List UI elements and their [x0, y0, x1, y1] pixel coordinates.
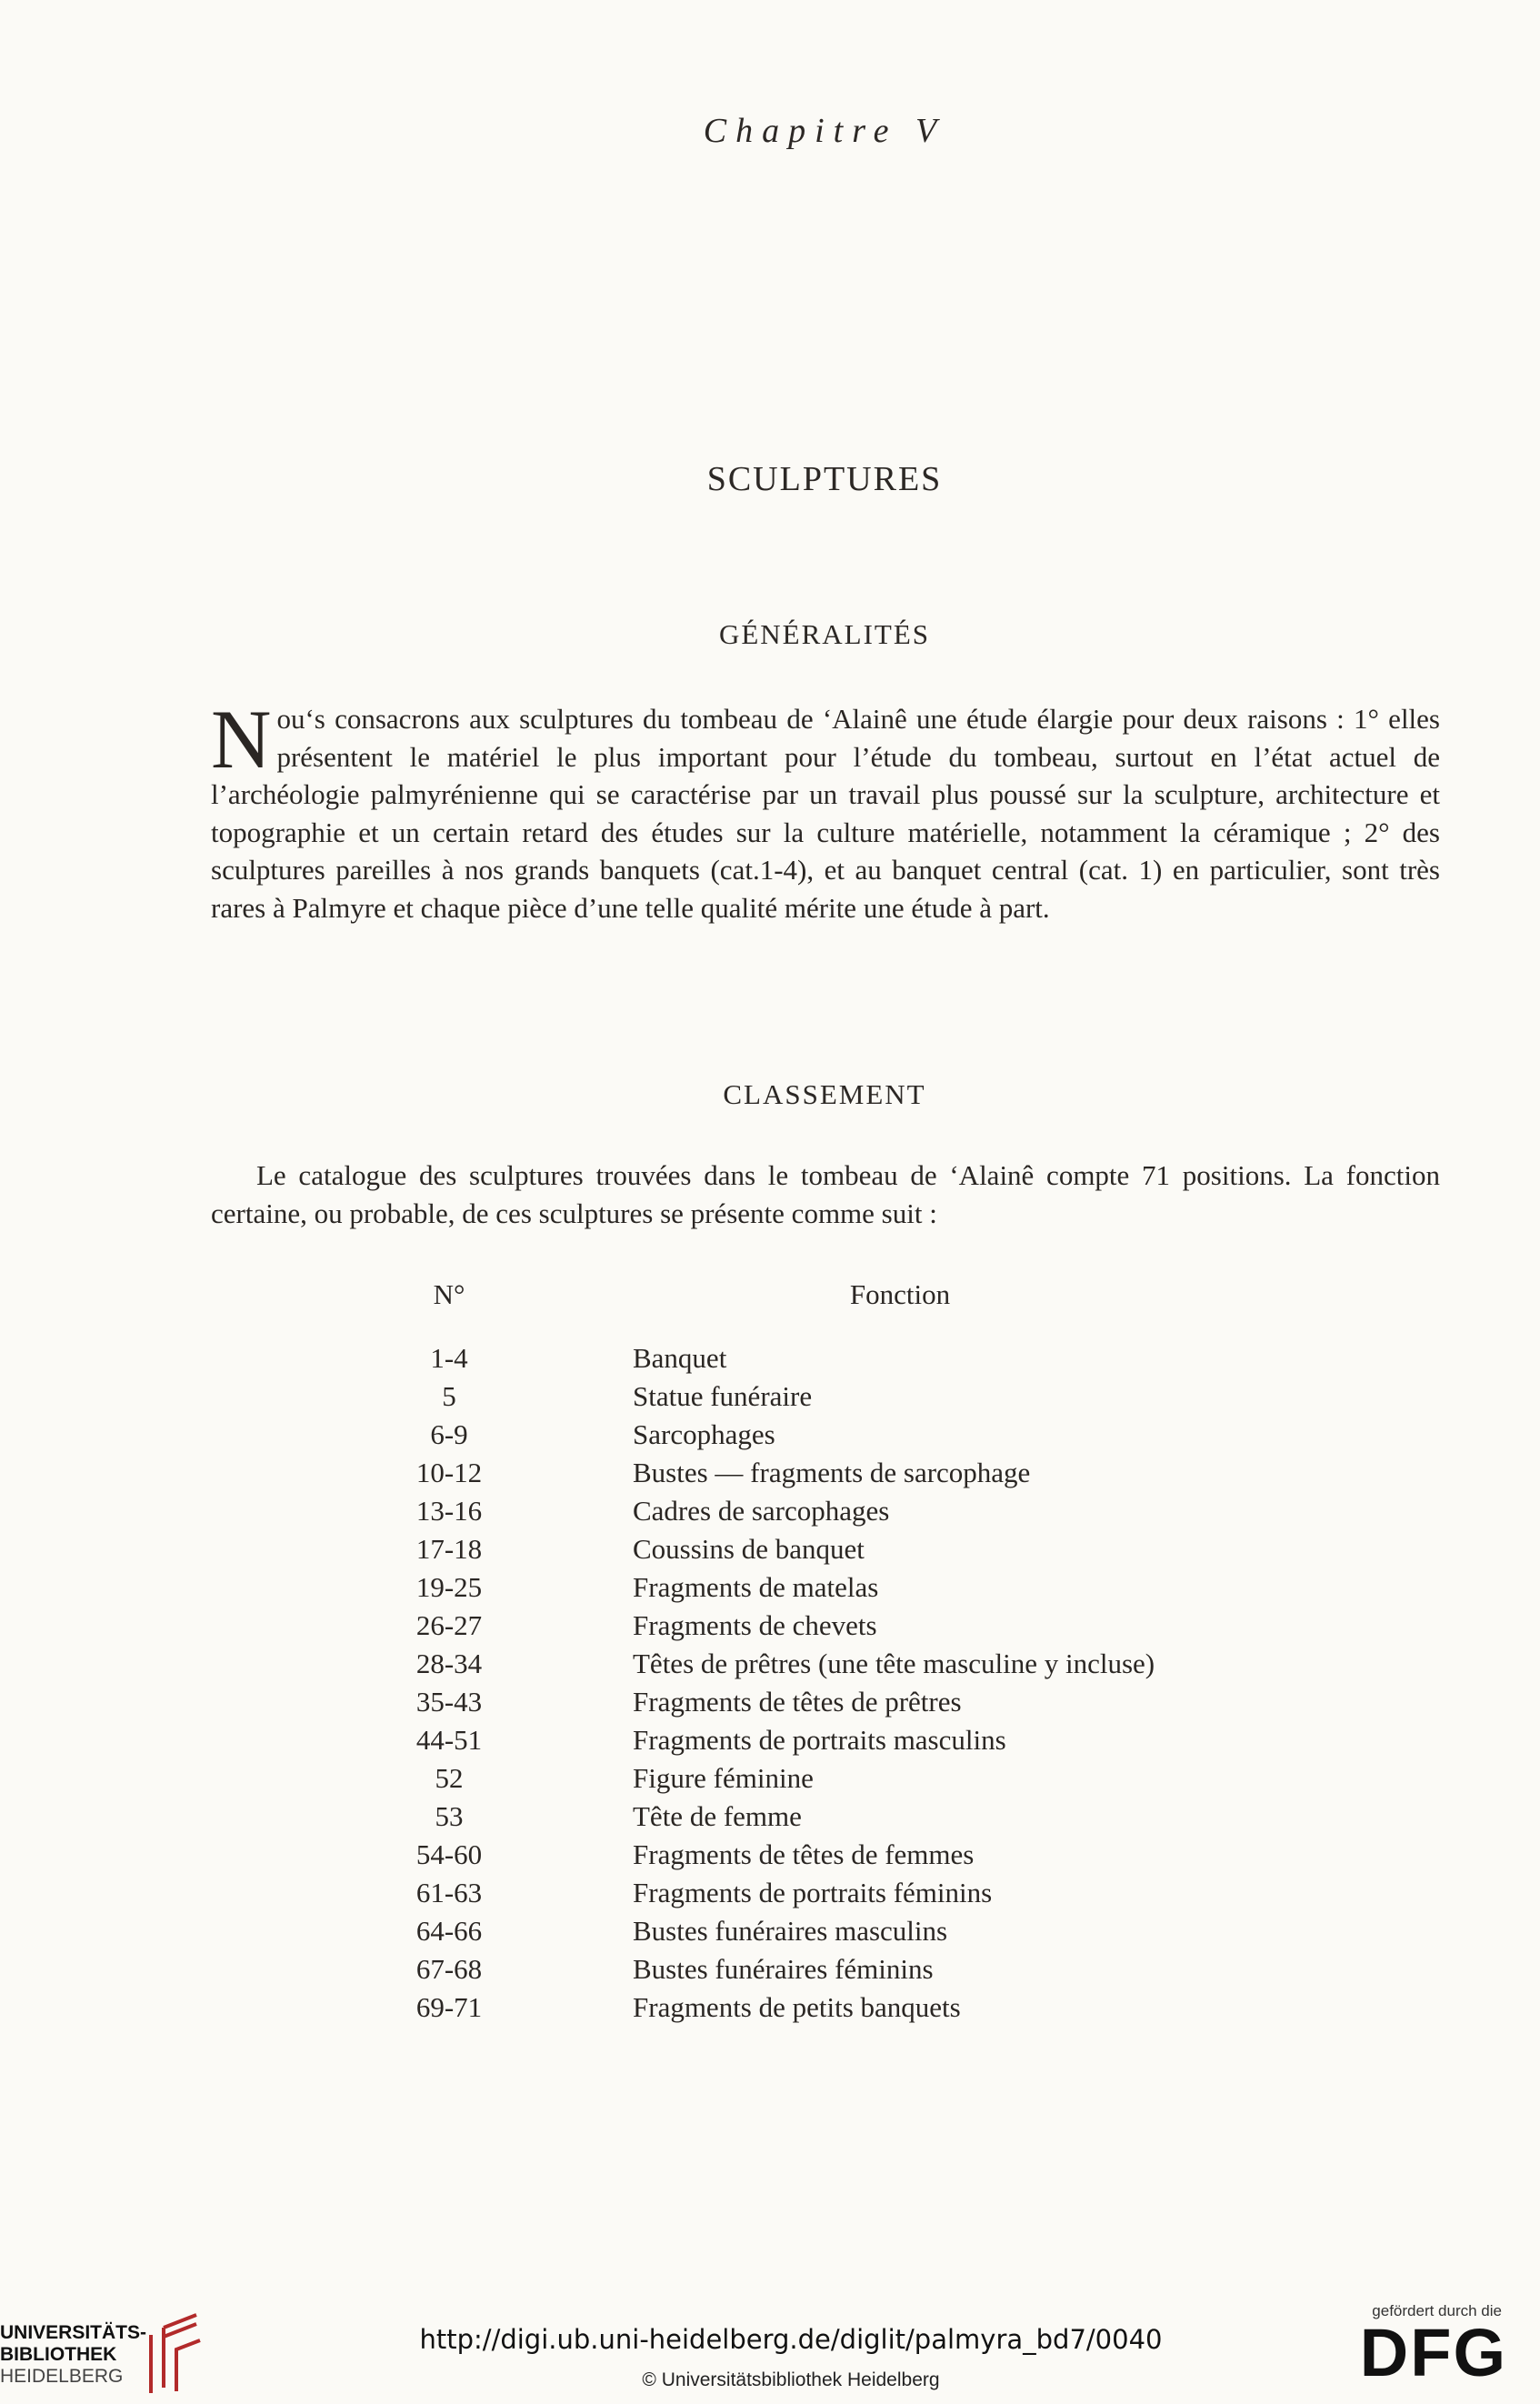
table-row [0, 1533, 1540, 1571]
catalogue-table [0, 1342, 1540, 2029]
chapter-heading: Chapitre V [703, 112, 946, 150]
catalogue-number: 28-34 [415, 1648, 483, 1679]
table-row [0, 1762, 1540, 1800]
catalogue-function: Tête de femme [633, 1800, 802, 1832]
catalogue-number: 13-16 [415, 1495, 483, 1527]
table-row [0, 1991, 1540, 2029]
library-line-3: HEIDELBERG [0, 2366, 124, 2387]
catalogue-function: Bustes funéraires masculins [633, 1915, 948, 1947]
table-row [0, 1800, 1540, 1838]
copyright-notice: © Universitätsbibliothek Heidelberg [642, 2369, 940, 2390]
catalogue-number: 35-43 [415, 1686, 483, 1718]
source-url[interactable]: http://digi.ub.uni-heidelberg.de/diglit/palmyra_bd7/0040 [419, 2324, 1163, 2355]
catalogue-function: Cadres de sarcophages [633, 1495, 890, 1527]
catalogue-function: Banquet [633, 1342, 727, 1374]
catalogue-function: Fragments de chevets [633, 1609, 877, 1641]
catalogue-function: Figure féminine [633, 1762, 814, 1794]
library-name [0, 2322, 146, 2388]
catalogue-number: 17-18 [415, 1533, 483, 1565]
catalogue-number: 5 [442, 1380, 456, 1412]
catalogue-number: 19-25 [415, 1571, 483, 1603]
catalogue-number: 61-63 [415, 1877, 483, 1908]
table-row [0, 1648, 1540, 1686]
catalogue-function: Bustes — fragments de sarcophage [633, 1457, 1031, 1488]
table-row [0, 1953, 1540, 1991]
catalogue-number: 53 [435, 1800, 464, 1832]
dfg-logo: DFG [1359, 2315, 1507, 2390]
catalogue-function: Fragments de portraits masculins [633, 1724, 1006, 1756]
catalogue-function: Fragments de portraits féminins [633, 1877, 993, 1908]
table-header-function: Fonction [849, 1278, 951, 1310]
catalogue-function: Fragments de têtes de prêtres [633, 1686, 962, 1718]
section-heading-generalites: GÉNÉRALITÉS [718, 618, 931, 650]
table-row [0, 1342, 1540, 1380]
library-logo-icon [144, 2309, 207, 2400]
table-row [0, 1457, 1540, 1495]
catalogue-number: 1-4 [430, 1342, 468, 1374]
catalogue-number: 67-68 [415, 1953, 483, 1985]
catalogue-function: Coussins de banquet [633, 1533, 865, 1565]
catalogue-function: Sarcophages [633, 1418, 775, 1450]
footer [0, 2282, 1540, 2404]
catalogue-function: Fragments de petits banquets [633, 1991, 961, 2023]
classement-paragraph: Le catalogue des sculptures trouvées dans le tombeau de ‘Alainê compte 71 positions. La fonction certaine, ou probable, de ces sculptures se présente comme suit : [211, 1159, 1440, 1229]
catalogue-function: Têtes de prêtres (une tête masculine y incluse) [633, 1648, 1155, 1679]
table-row [0, 1380, 1540, 1418]
table-row [0, 1838, 1540, 1877]
library-line-1: UNIVERSITÄTS- [0, 2322, 147, 2343]
table-row [0, 1609, 1540, 1648]
catalogue-number: 54-60 [415, 1838, 483, 1870]
section-heading-classement: CLASSEMENT [723, 1078, 926, 1110]
table-header-number: N° [433, 1278, 465, 1310]
catalogue-function: Statue funéraire [633, 1380, 813, 1412]
funding-label: gefördert durch die [1372, 2302, 1502, 2319]
catalogue-function: Fragments de matelas [633, 1571, 879, 1603]
catalogue-number: 44-51 [415, 1724, 483, 1756]
catalogue-function: Fragments de têtes de femmes [633, 1838, 975, 1870]
catalogue-number: 6-9 [430, 1418, 468, 1450]
library-line-2: BIBLIOTHEK [0, 2344, 117, 2365]
table-row [0, 1915, 1540, 1953]
table-row [0, 1877, 1540, 1915]
catalogue-number: 69-71 [415, 1991, 483, 2023]
table-row [0, 1418, 1540, 1457]
table-row [0, 1495, 1540, 1533]
intro-text: ou‘s consacrons aux sculptures du tombeau de ‘Alainê une étude élargie pour deux raisons : 1° elles présentent le matériel le plus important pour l’étude du tombeau, surtout en l’état actuel de l’archéologie palmyrénienne qui se caractérise par un travail plus poussé sur la sculpture, architecture et topographie et un certain retard des études sur la culture matérielle, notamment la céramique ; 2° des sculptures pareilles à nos grands banquets (cat.1-4), et au banquet central (cat. 1) en particulier, sont très rares à Palmyre et chaque pièce d’une telle qualité mérite une étude à part. [211, 703, 1440, 924]
page-title: SCULPTURES [706, 460, 943, 498]
catalogue-number: 10-12 [415, 1457, 483, 1488]
intro-paragraph [211, 693, 1440, 927]
table-row [0, 1724, 1540, 1762]
table-row [0, 1686, 1540, 1724]
table-row [0, 1571, 1540, 1609]
catalogue-number: 26-27 [415, 1609, 483, 1641]
catalogue-number: 52 [435, 1762, 464, 1794]
catalogue-function: Bustes funéraires féminins [633, 1953, 934, 1985]
drop-cap: N [211, 693, 272, 786]
catalogue-number: 64-66 [415, 1915, 483, 1947]
